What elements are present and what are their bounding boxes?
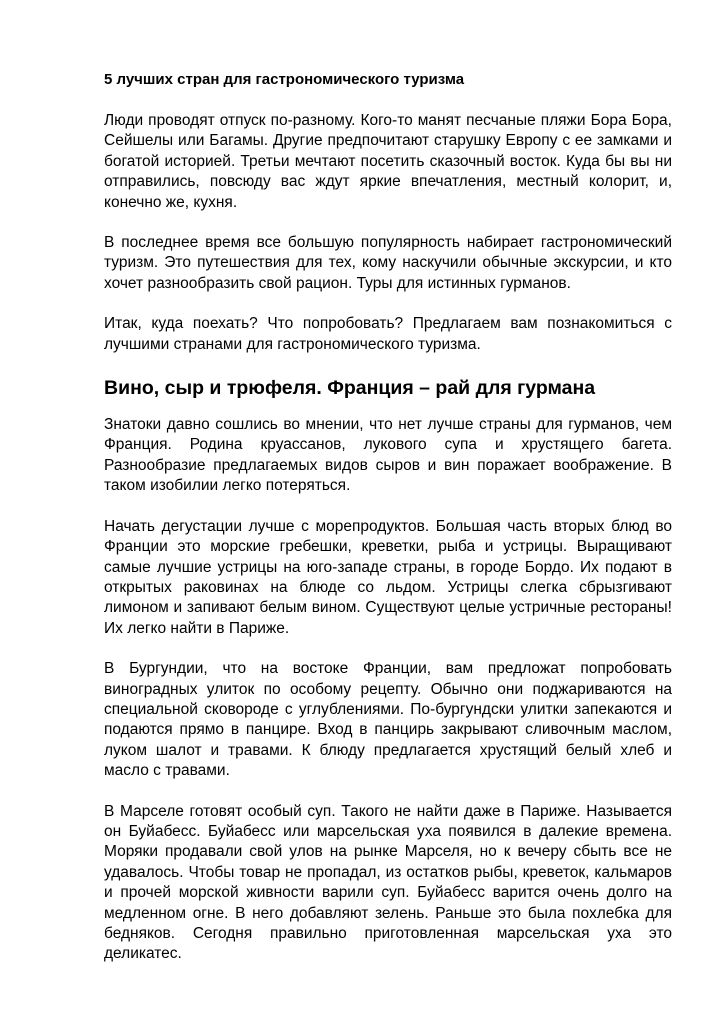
document-title: 5 лучших стран для гастрономического туризма	[104, 71, 465, 88]
document-page	[104, 70, 672, 985]
intro-paragraph: Люди проводят отпуск по-разному. Кого-то манят песчаные пляжи Бора Бора, Сейшелы или Багамы. Другие предпочитают старушку Европу с ее замками и богатой историей. Третьи мечтают посетить сказочный восток. Куда бы вы ни отправились, повсюду вас ждут яркие впечатления, местный колорит, и, конечно же, кухня.	[104, 112, 672, 211]
section-paragraph: Знатоки давно сошлись во мнении, что нет лучше страны для гурманов, чем Франция. Родина круассанов, лукового супа и хрустящего багета. Разнообразие предлагаемых видов сыров и вин поражает воображение. В таком изобилии легко потеряться.	[104, 416, 672, 495]
intro-paragraph: В последнее время все большую популярность набирает гастрономический туризм. Это путешествия для тех, кому наскучили обычные экскурсии, и кто хочет разнообразить свой рацион. Туры для истинных гурманов.	[104, 234, 672, 292]
intro-paragraph: Итак, куда поехать? Что попробовать? Предлагаем вам познакомиться с лучшими странами для гастрономического туризма.	[104, 315, 672, 353]
section-paragraph: В Бургундии, что на востоке Франции, вам предложат попробовать виноградных улиток по особому рецепту. Обычно они поджариваются на специальной сковороде с углублениями. По-бургундски улитки запекаются и подаются прямо в панцире. Вход в панцирь закрывают сливочным маслом, луком шалот и травами. К блюду предлагается хрустящий белый хлеб и масло с травами.	[104, 660, 672, 780]
section-paragraph: Начать дегустации лучше с морепродуктов. Большая часть вторых блюд во Франции это морские гребешки, креветки, рыба и устрицы. Выращивают самые лучшие устрицы на юго-западе страны, в городе Бордо. Их подают в открытых раковинах на блюде со льдом. Устрицы слегка сбрызгивают лимоном и запивают белым вином. Существуют целые устричные рестораны! Их легко найти в Париже.	[104, 517, 672, 637]
section-heading: Вино, сыр и трюфеля. Франция – рай для гурмана	[104, 377, 596, 400]
section-paragraph: В Марселе готовят особый суп. Такого не найти даже в Париже. Называется он Буйабесс. Буйабесс или марсельская уха появился в далекие времена. Моряки продавали свой улов на рынке Марселя, но к вечеру сбыть все не удавалось. Чтобы товар не пропадал, из остатков рыбы, креветок, кальмаров и прочей морской живности варили суп. Буйабесс варится очень долго на медленном огне. В него добавляют зелень. Раньше это была похлебка для бедняков. Сегодня правильно приготовленная марсельская уха это деликатес.	[104, 802, 672, 963]
